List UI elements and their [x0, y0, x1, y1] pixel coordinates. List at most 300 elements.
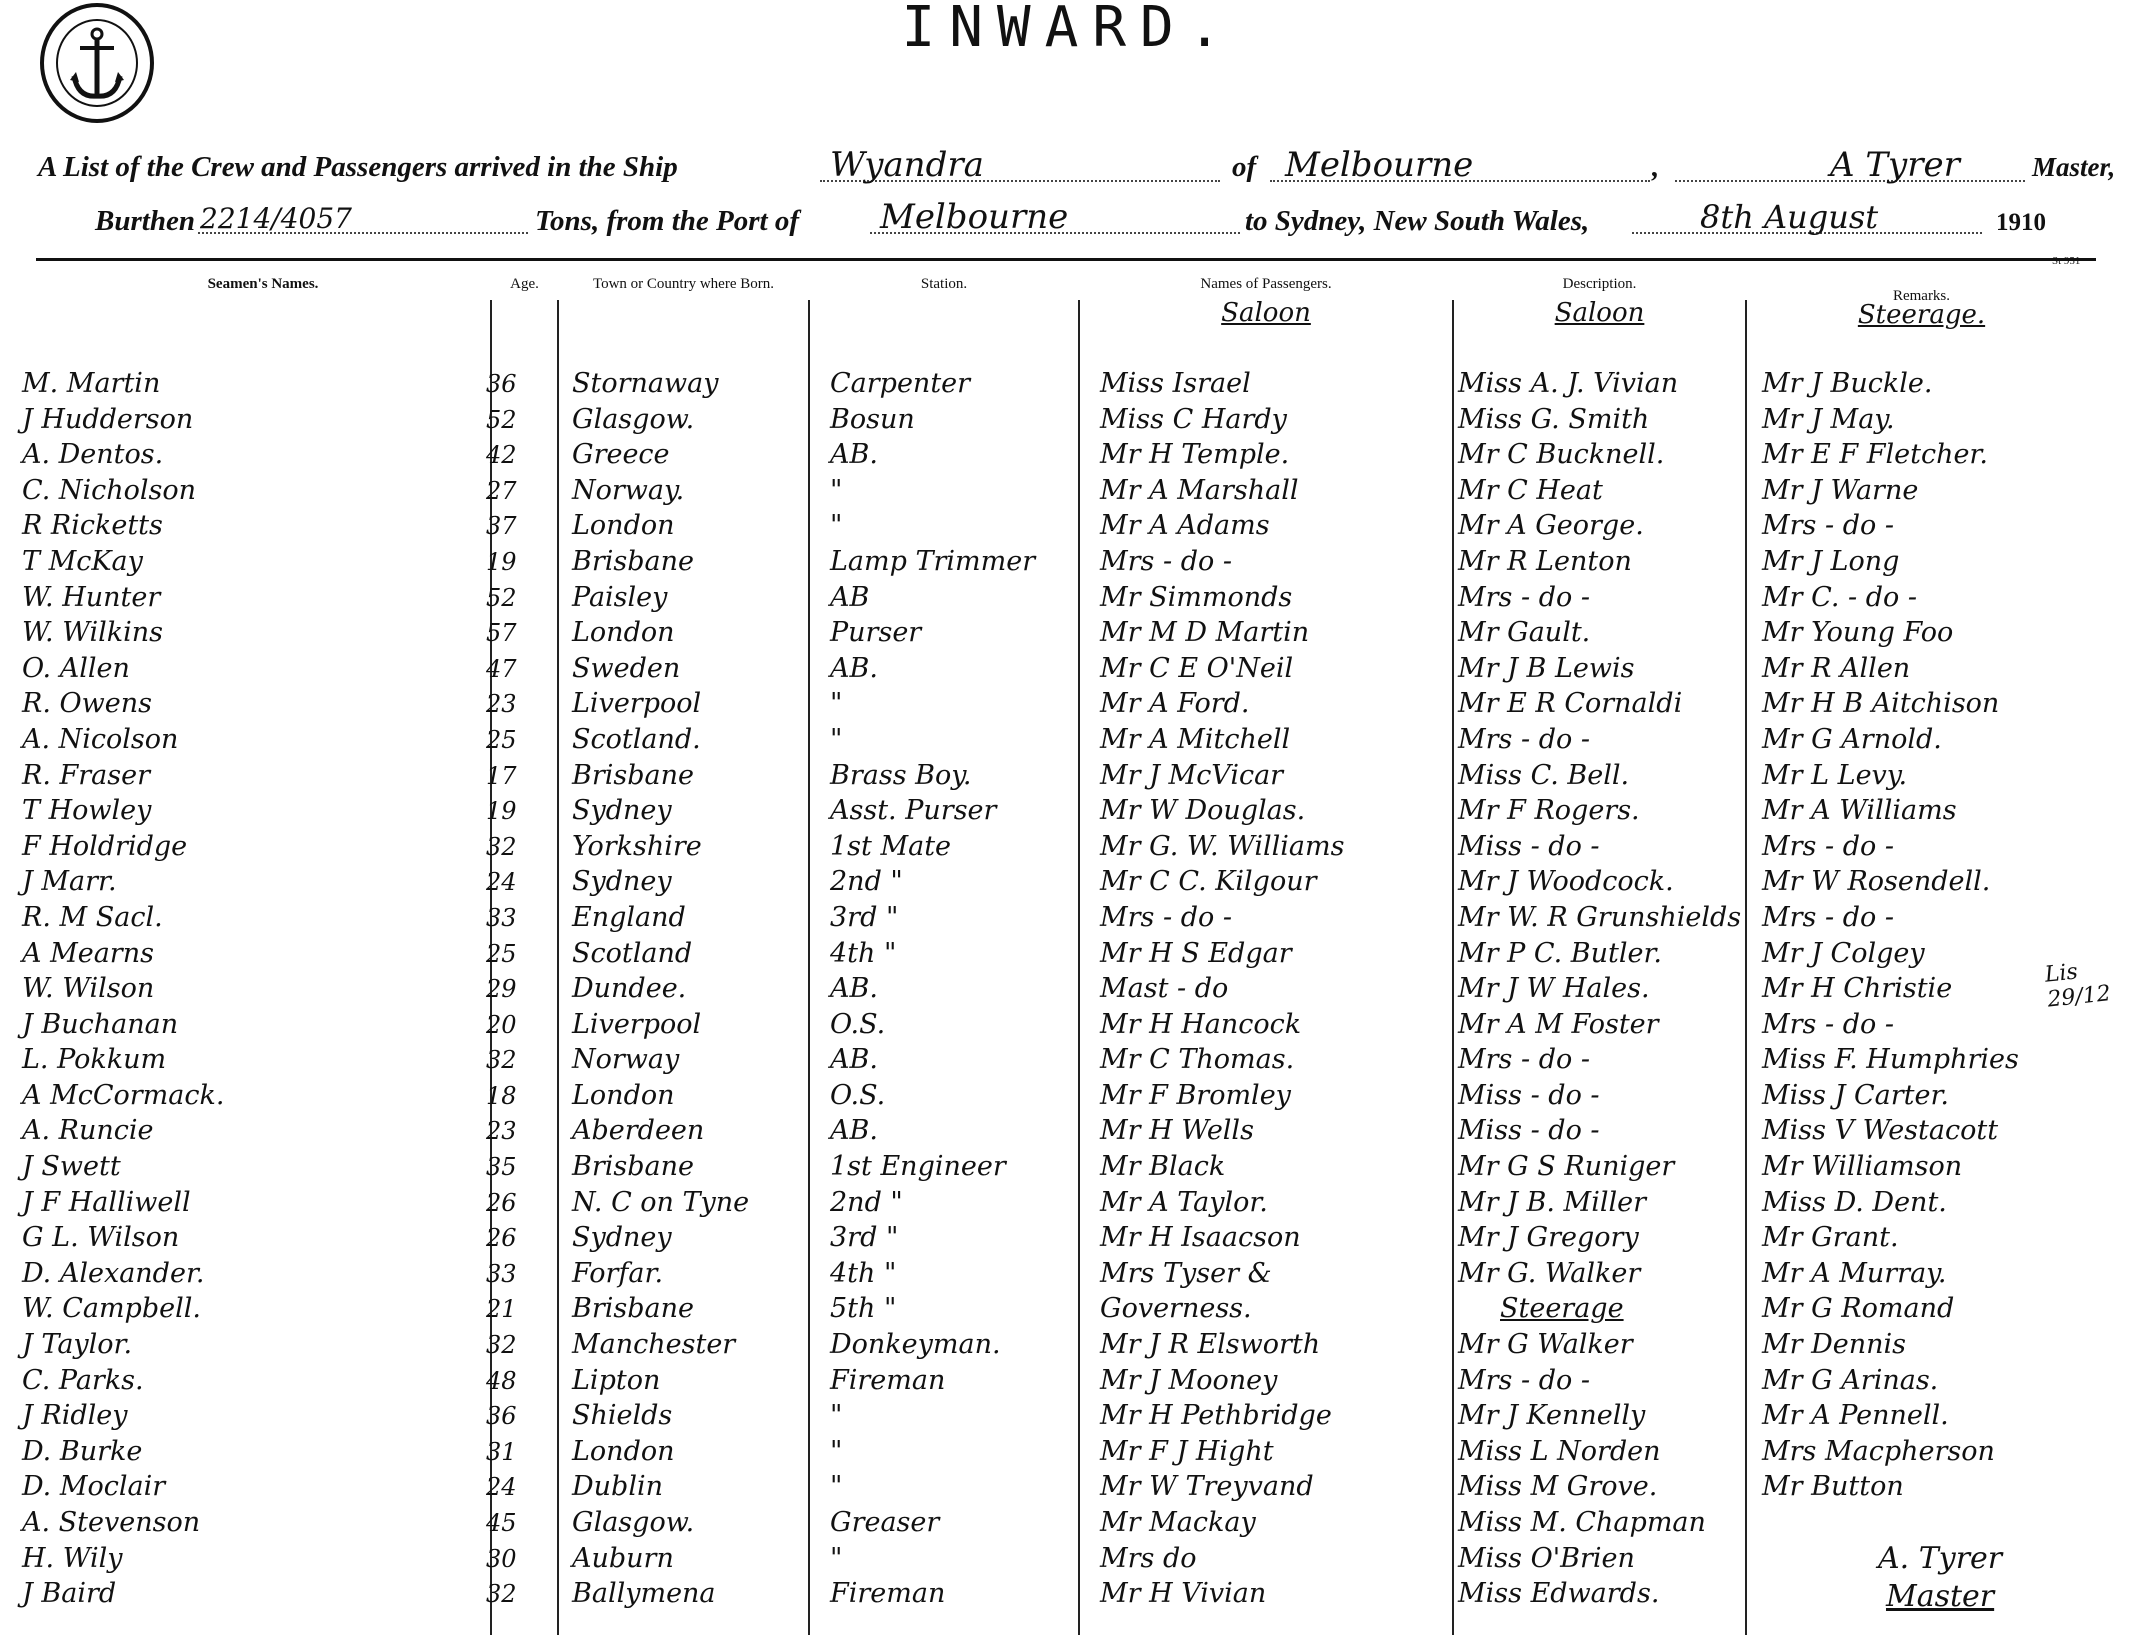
table-row — [0, 971, 2137, 1007]
passenger-description: Mr G. Walker — [1458, 1257, 1641, 1289]
seaman-birthplace: Paisley — [572, 581, 668, 613]
seaman-age: 18 — [486, 1081, 517, 1110]
steerage-remark: Miss D. Dent. — [1762, 1186, 1947, 1218]
seaman-birthplace: London — [572, 617, 675, 649]
passenger-name: Mr J Mooney — [1100, 1364, 1278, 1396]
tons-from-port-label: Tons, from the Port of — [535, 205, 799, 237]
seaman-station: O.S. — [830, 1008, 886, 1040]
seaman-age: 47 — [486, 654, 517, 683]
header-line-1 — [38, 150, 678, 184]
master-name: A Tyrer — [1830, 145, 1960, 185]
passenger-description: Mr P C. Butler. — [1458, 937, 1662, 969]
steerage-remark: Mr R Allen — [1762, 652, 1911, 684]
passenger-name: Miss Israel — [1100, 368, 1251, 399]
passenger-description: Miss M Grove. — [1458, 1471, 1658, 1503]
seaman-age: 26 — [486, 1224, 517, 1253]
seaman-age: 30 — [486, 1544, 517, 1573]
seaman-birthplace: Norway. — [572, 474, 685, 506]
seaman-name: W. Wilkins — [22, 617, 163, 649]
seaman-station: " — [830, 474, 843, 506]
passenger-name: Mr C Thomas. — [1100, 1044, 1295, 1076]
from-port: Melbourne — [880, 197, 1069, 237]
seaman-birthplace: N. C on Tyne — [572, 1186, 750, 1218]
passenger-description: Mr J B. Miller — [1458, 1186, 1646, 1218]
table-row — [0, 1469, 2137, 1505]
master-signature — [1878, 1540, 2002, 1616]
steerage-remark: Mrs - do - — [1762, 901, 1894, 933]
table-row — [0, 366, 2137, 402]
signature-name: A. Tyrer — [1878, 1541, 2003, 1576]
seaman-birthplace: Brisbane — [572, 1293, 694, 1325]
table-row — [0, 686, 2137, 722]
seaman-age: 45 — [486, 1509, 517, 1537]
seaman-age: 52 — [486, 583, 517, 612]
seaman-station: " — [830, 1471, 843, 1503]
passenger-description: Mr G Walker — [1458, 1329, 1633, 1361]
passenger-description: Mr J Woodcock. — [1458, 866, 1674, 898]
passenger-name: Mr H Isaacson — [1100, 1222, 1301, 1254]
seaman-age: 32 — [486, 832, 517, 861]
table-row — [0, 1363, 2137, 1399]
seaman-name: C. Nicholson — [22, 474, 197, 506]
passenger-description: Mr E R Cornaldi — [1458, 688, 1683, 720]
seaman-age: 24 — [486, 868, 517, 897]
table-row — [0, 1256, 2137, 1292]
seaman-age: 25 — [486, 939, 517, 968]
margin-note: Lis 29/12 — [2043, 959, 2112, 1013]
steerage-remark: Miss V Westacott — [1762, 1115, 1999, 1147]
seaman-age: 36 — [486, 370, 517, 398]
passenger-description: Miss O'Brien — [1458, 1542, 1635, 1574]
seaman-station: 1st Engineer — [830, 1151, 1006, 1183]
passenger-name: Mr H Vivian — [1100, 1578, 1267, 1610]
passenger-name: Mr Simmonds — [1100, 581, 1293, 613]
seaman-age: 48 — [486, 1366, 517, 1395]
seaman-birthplace: Ballymena — [572, 1578, 716, 1610]
seaman-name: H. Wily — [22, 1542, 123, 1574]
steerage-remark: Mr H B Aitchison — [1762, 688, 2000, 720]
seaman-name: J Hudderson — [22, 403, 194, 435]
crew-passenger-list-form: INWARD. A List of the Crew and Passengers arrived in the Ship Wyandra of Melbourne , A Tyrer Master, Burthen 2214/4057 Tons, from the Port of Melbourne to Sydney, New South Wales, 8th August 1910 St 951 Seamen's Names. Age. Town or Country where Born. Station. Names of Passengers. Description. Remarks. Saloon Saloon Steerage. M. Martin 36 Stornaway Carpenter Miss Israel Miss A. J. Vivian Mr J Buckle. J Hudderson 52 Glasgow. Bosun Miss C Hardy Miss G. Smith Mr J May. A. Dentos. 42 Greece AB. Mr H Temple. Mr C Bucknell. Mr E F Fletcher. C. Nicholson 27 Norway. " Mr A Marshall Mr C Heat Mr J Warne R Ricketts 37 London " Mr A Adams Mr A George. Mrs - do - T McKay 19 Brisbane Lamp Trimmer Mrs - do - Mr R Lenton Mr J Long W. Hunter 52 Paisley AB Mr Simmonds Mrs - do - Mr C. - do - W. Wilkins 57 London Purser Mr M D Martin Mr Gault. Mr Young Foo O. Allen 47 Sweden AB. Mr C E O'Neil Mr J B Lewis Mr R Allen R. Owens 23 Liverpool " Mr A Ford. Mr E R Cornaldi Mr H B Aitchison A. Nicolson 25 Scotland. " Mr A Mitchell Mrs - do - Mr G Arnold. R. Fraser 17 Brisbane Brass Boy. Mr J McVicar Miss C. Bell. Mr L Levy. T Howley 19 Sydney Asst. Purser Mr W Douglas. Mr F Rogers. Mr A Williams F Holdridge 32 Yorkshire 1st Mate Mr G. W. Williams Miss - do - Mrs - do - J Marr. 24 Sydney 2nd " Mr C C. Kilgour Mr J Woodcock. Mr W Rosendell. R. M Sacl. 33 England 3rd " Mrs - do - Mr W. R Grunshields Mrs - do - A Mearns 25 Scotland 4th " Mr H S Edgar Mr P C. Butler. Mr J Colgey W. Wilson 29 Dundee. AB. Mast - do Mr J W Hales. Mr H Christie J Buchanan 20 Liverpool O.S. Mr H Hancock Mr A M Foster Mrs - do - L. Pokkum 32 Norway AB. Mr C Thomas. Mrs - do - Miss F. Humphries A McCormack. 18 London O.S. Mr F Bromley Miss - do - Miss J Carter. A. Runcie 23 Aberdeen AB. Mr H Wells Miss - do - Miss V Westacott J Swett 35 Brisbane 1st Engineer Mr Black Mr G S Runiger Mr Williamson J F Halliwell 26 N. C on Tyne 2nd " Mr A Taylor. Mr J B. Miller Miss D. Dent. G L. Wilson 26 Sydney 3rd " Mr H Isaacson Mr J Gregory Mr Grant. D. Alexander. 33 Forfar. 4th " Mrs Tyser & Mr G. Walker Mr A Murray. W. Campbell. 21 Brisbane 5th " Governess. Steerage Mr G Romand J Taylor. 32 Manchester Donkeyman. Mr J R Elsworth Mr G Walker Mr Dennis C. Parks. 48 Lipton Fireman Mr J Mooney Mrs - do - Mr G Arinas. J Ridley 36 Shields " Mr H Pethbridge Mr J Kennelly Mr A Pennell. D. Burke 31 London " Mr F J Hight Miss L Norden Mrs Macpherson D. Moclair 24 Dublin " Mr W Treyvand Miss M Grove. Mr Button A. Stevenson 45 Glasgow. Greaser Mr Mackay Miss M. Chapman H. Wily 30 Auburn " Mrs do Miss O'Brien J Baird 32 Ballymena Fireman Mr H Vivian Miss Edwards. Lis 29/12 A. Tyrer Master — [0, 0, 2137, 1645]
table-row — [0, 402, 2137, 438]
seaman-age: 32 — [486, 1580, 517, 1609]
seaman-station: 4th " — [830, 1257, 897, 1289]
seaman-age: 33 — [486, 903, 517, 932]
seaman-age: 19 — [486, 547, 517, 576]
passenger-description: Mr G S Runiger — [1458, 1151, 1675, 1183]
seaman-age: 27 — [486, 476, 517, 505]
seaman-birthplace: Stornaway — [572, 368, 719, 399]
to-sydney-label: to Sydney, New South Wales, — [1245, 205, 1590, 237]
passenger-description: Mr J Kennelly — [1458, 1400, 1646, 1432]
passenger-name: Mr G. W. Williams — [1100, 830, 1345, 862]
table-row — [0, 793, 2137, 829]
seaman-birthplace: Forfar. — [572, 1257, 664, 1289]
of-label: of — [1232, 151, 1257, 183]
seaman-age: 37 — [486, 512, 517, 541]
passenger-name: Mrs do — [1100, 1542, 1197, 1574]
passenger-description: Mrs - do - — [1458, 581, 1590, 613]
seaman-age: 31 — [486, 1437, 517, 1466]
seaman-station: AB. — [830, 1115, 878, 1147]
seaman-birthplace: London — [572, 1079, 675, 1111]
seaman-age: 24 — [486, 1473, 517, 1502]
steerage-remark: Mrs - do - — [1762, 1008, 1894, 1040]
seaman-birthplace: Sydney — [572, 1222, 672, 1254]
seaman-age: 23 — [486, 690, 517, 719]
column-header-station: Station. — [920, 276, 968, 292]
seaman-name: D. Alexander. — [22, 1257, 205, 1289]
passenger-name: Mr M D Martin — [1100, 617, 1310, 649]
seaman-name: A Mearns — [22, 937, 154, 969]
seaman-name: J Ridley — [22, 1400, 128, 1432]
column-header-description: Description. — [1562, 276, 1637, 292]
steerage-remark: Mr E F Fletcher. — [1762, 439, 1988, 471]
passenger-name: Mr A Marshall — [1100, 474, 1299, 506]
seaman-station: Lamp Trimmer — [830, 545, 1036, 577]
passengers-class-saloon: Saloon — [1221, 298, 1311, 328]
steerage-remark: Mr J Buckle. — [1762, 368, 1933, 399]
steerage-remark: Mr J May. — [1762, 403, 1895, 435]
seaman-birthplace: Aberdeen — [572, 1115, 705, 1147]
passenger-description: Miss - do - — [1458, 830, 1600, 862]
seaman-name: J Taylor. — [22, 1329, 133, 1361]
seaman-station: AB. — [830, 652, 878, 684]
passenger-description: Mr R Lenton — [1458, 545, 1632, 577]
seaman-birthplace: Manchester — [572, 1329, 736, 1361]
port-of-registry: Melbourne — [1285, 145, 1474, 185]
passenger-name: Miss C Hardy — [1100, 403, 1287, 435]
seaman-birthplace: Glasgow. — [572, 1507, 695, 1538]
passenger-name: Mrs - do - — [1100, 545, 1232, 577]
seaman-name: J Buchanan — [22, 1008, 179, 1040]
steerage-remark: Mr L Levy. — [1762, 759, 1908, 791]
seaman-name: R. Owens — [22, 688, 152, 720]
table-row — [0, 508, 2137, 544]
column-header-seamen: Seamen's Names. — [207, 276, 319, 292]
steerage-remark: Miss J Carter. — [1762, 1079, 1949, 1111]
passenger-description: Mr J B Lewis — [1458, 652, 1635, 684]
seaman-station: AB. — [830, 973, 878, 1005]
seaman-station: 3rd " — [830, 901, 899, 933]
passenger-description: Miss Edwards. — [1458, 1578, 1660, 1610]
header-list-prefix: A List of the Crew and Passengers arrived in the Ship — [38, 151, 678, 183]
table-row — [0, 580, 2137, 616]
steerage-remark: Mr J Colgey — [1762, 937, 1925, 969]
passenger-description: Mr F Rogers. — [1458, 795, 1640, 827]
passenger-name: Mr F J Hight — [1100, 1435, 1274, 1467]
seaman-name: A. Nicolson — [22, 723, 179, 755]
seaman-birthplace: Sweden — [572, 652, 681, 684]
passenger-name: Mrs Tyser & — [1100, 1257, 1272, 1289]
steerage-remark: Mr G Arnold. — [1762, 723, 1942, 755]
passenger-name: Mr Mackay — [1100, 1507, 1256, 1538]
table-row — [0, 1078, 2137, 1114]
passenger-name: Mr H Temple. — [1100, 439, 1290, 471]
passenger-description: Miss - do - — [1458, 1079, 1600, 1111]
seaman-age: 57 — [486, 619, 517, 648]
seaman-age: 33 — [486, 1259, 517, 1288]
column-header-age: Age. — [510, 276, 539, 292]
steerage-remark: Mr A Murray. — [1762, 1257, 1947, 1289]
crew-passenger-table — [0, 366, 2137, 1612]
steerage-remark: Mrs - do - — [1762, 510, 1894, 542]
table-row — [0, 1576, 2137, 1612]
seaman-birthplace: Sydney — [572, 795, 672, 827]
seaman-age: 35 — [486, 1153, 517, 1182]
steerage-remark: Mr Button — [1762, 1471, 1904, 1503]
seaman-name: A. Runcie — [22, 1115, 154, 1147]
remarks-class-steerage: Steerage. — [1857, 300, 1986, 330]
steerage-remark: Mr W Rosendell. — [1762, 866, 1991, 898]
seaman-station: Asst. Purser — [830, 795, 997, 827]
seaman-station: Purser — [830, 617, 922, 649]
seaman-age: 29 — [486, 975, 517, 1004]
seaman-station: " — [830, 1400, 843, 1432]
seaman-name: T McKay — [22, 545, 143, 577]
seaman-name: R. Fraser — [22, 759, 150, 791]
seaman-birthplace: Brisbane — [572, 759, 694, 791]
seaman-age: 23 — [486, 1117, 517, 1146]
passenger-description: Mr J W Hales. — [1458, 973, 1650, 1005]
seaman-birthplace: Yorkshire — [572, 830, 702, 862]
seaman-birthplace: Shields — [572, 1400, 673, 1432]
seaman-name: O. Allen — [22, 652, 130, 684]
seaman-station: Bosun — [830, 403, 915, 435]
passenger-name: Mr J McVicar — [1100, 759, 1284, 791]
passenger-name: Mast - do — [1100, 973, 1229, 1005]
seaman-station: " — [830, 510, 843, 542]
seaman-age: 36 — [486, 1402, 517, 1431]
seaman-name: R. M Sacl. — [22, 901, 163, 933]
passenger-name: Mrs - do - — [1100, 901, 1232, 933]
seaman-station: AB. — [830, 439, 878, 471]
master-label: Master, — [2032, 152, 2116, 182]
passenger-description: Miss A. J. Vivian — [1458, 368, 1679, 399]
seaman-station: AB — [830, 581, 870, 613]
passenger-name: Mr H Hancock — [1100, 1008, 1302, 1040]
seaman-age: 32 — [486, 1046, 517, 1075]
seaman-station: 3rd " — [830, 1222, 899, 1254]
table-row — [0, 1505, 2137, 1541]
seaman-name: M. Martin — [22, 368, 161, 399]
table-row — [0, 1398, 2137, 1434]
table-row — [0, 1434, 2137, 1470]
passenger-description: Mrs - do - — [1458, 723, 1590, 755]
passenger-name: Mr C E O'Neil — [1100, 652, 1294, 684]
steerage-remark: Mr H Christie — [1762, 973, 1953, 1005]
passenger-name: Mr Black — [1100, 1151, 1226, 1183]
seaman-birthplace: Sydney — [572, 866, 672, 898]
table-row — [0, 864, 2137, 900]
passenger-name: Governess. — [1100, 1293, 1252, 1325]
seaman-name: A. Stevenson — [22, 1507, 201, 1538]
passenger-name: Mr H Wells — [1100, 1115, 1254, 1147]
passenger-description: Mr C Bucknell. — [1458, 439, 1665, 471]
passenger-name: Mr F Bromley — [1100, 1079, 1291, 1111]
table-row — [0, 615, 2137, 651]
seaman-name: L. Pokkum — [22, 1044, 167, 1076]
passenger-description: Mr J Gregory — [1458, 1222, 1639, 1254]
passenger-description: Mrs - do - — [1458, 1364, 1590, 1396]
seaman-name: A. Dentos. — [22, 439, 164, 471]
seaman-name: J Marr. — [22, 866, 117, 898]
form-number: St 951 — [2052, 255, 2081, 267]
seaman-station: Greaser — [830, 1507, 940, 1538]
seaman-birthplace: Liverpool — [572, 1008, 702, 1040]
seaman-birthplace: Glasgow. — [572, 403, 695, 435]
steerage-remark: Mr A Williams — [1762, 795, 1957, 827]
seaman-name: W. Campbell. — [22, 1293, 201, 1325]
table-row — [0, 1042, 2137, 1078]
seaman-birthplace: Liverpool — [572, 688, 702, 720]
seaman-birthplace: Dublin — [572, 1471, 663, 1503]
passenger-description: Mr C Heat — [1458, 474, 1603, 506]
seaman-age: 17 — [486, 761, 517, 790]
seaman-birthplace: Greece — [572, 439, 670, 471]
table-row — [0, 473, 2137, 509]
steerage-remark: Mrs - do - — [1762, 830, 1894, 862]
steerage-remark: Mr G Romand — [1762, 1293, 1955, 1325]
passenger-description: Mr A George. — [1458, 510, 1644, 542]
steerage-remark: Mr C. - do - — [1762, 581, 1917, 613]
passenger-description: Miss - do - — [1458, 1115, 1600, 1147]
seaman-name: J F Halliwell — [22, 1186, 191, 1218]
passenger-description: Mr Gault. — [1458, 617, 1591, 649]
passenger-description: Steerage — [1500, 1293, 1624, 1325]
passenger-description: Mr A M Foster — [1458, 1008, 1659, 1040]
table-row — [0, 722, 2137, 758]
form-title: INWARD. — [901, 0, 1236, 60]
steerage-remark: Mr A Pennell. — [1762, 1400, 1949, 1432]
passenger-name: Mr A Adams — [1100, 510, 1270, 542]
seaman-age: 20 — [486, 1010, 517, 1039]
passenger-description: Miss L Norden — [1458, 1435, 1661, 1467]
seaman-name: T Howley — [22, 795, 152, 827]
table-row — [0, 1291, 2137, 1327]
seaman-birthplace: Lipton — [572, 1364, 661, 1396]
ship-name: Wyandra — [830, 145, 984, 185]
table-row — [0, 544, 2137, 580]
burthen-value: 2214/4057 — [200, 202, 352, 235]
seaman-station: 4th " — [830, 937, 897, 969]
seaman-birthplace: Norway — [572, 1044, 680, 1076]
steerage-remark: Mr Young Foo — [1762, 617, 1954, 649]
burthen-label: Burthen — [95, 205, 195, 237]
column-header-remarks: Remarks. — [1892, 288, 1951, 304]
seaman-station: Brass Boy. — [830, 759, 972, 791]
table-top-rule — [36, 258, 2096, 261]
passenger-name: Mr W Treyvand — [1100, 1471, 1314, 1503]
seaman-age: 52 — [486, 405, 517, 434]
seaman-birthplace: Brisbane — [572, 1151, 694, 1183]
seaman-station: " — [830, 688, 843, 720]
signature-title: Master — [1885, 1579, 1995, 1614]
seaman-station: 1st Mate — [830, 830, 952, 862]
arrival-year: 1910 — [1996, 209, 2046, 236]
passenger-name: Mr A Ford. — [1100, 688, 1250, 720]
table-row — [0, 1541, 2137, 1577]
passenger-name: Mr H Pethbridge — [1100, 1400, 1332, 1432]
arrival-date: 8th August — [1700, 198, 1879, 236]
table-row — [0, 437, 2137, 473]
table-row — [0, 1149, 2137, 1185]
seaman-birthplace: London — [572, 510, 675, 542]
seaman-name: W. Hunter — [22, 581, 161, 613]
passenger-name: Mr C C. Kilgour — [1100, 866, 1317, 898]
steerage-remark: Mr Grant. — [1762, 1222, 1899, 1254]
seaman-birthplace: Scotland. — [572, 723, 701, 755]
passenger-name: Mr A Mitchell — [1100, 723, 1291, 755]
steerage-remark: Mr Williamson — [1762, 1151, 1963, 1183]
steerage-remark: Mr Dennis — [1762, 1329, 1907, 1361]
seaman-name: J Baird — [22, 1578, 117, 1610]
seaman-station: Carpenter — [830, 368, 971, 399]
passenger-name: Mr H S Edgar — [1100, 937, 1292, 969]
steerage-remark: Mr G Arinas. — [1762, 1364, 1939, 1396]
seaman-name: R Ricketts — [22, 510, 163, 542]
description-class-saloon: Saloon — [1554, 298, 1645, 328]
passenger-description: Miss G. Smith — [1458, 403, 1650, 435]
column-header-born: Town or Country where Born. — [592, 276, 774, 292]
passenger-description: Miss M. Chapman — [1458, 1507, 1706, 1538]
passenger-name: Mr J R Elsworth — [1100, 1329, 1321, 1361]
seaman-station: Fireman — [830, 1578, 946, 1610]
seaman-name: D. Burke — [22, 1435, 143, 1467]
table-row — [0, 1113, 2137, 1149]
seaman-station: " — [830, 1435, 843, 1467]
seaman-station: " — [830, 723, 843, 755]
table-row — [0, 758, 2137, 794]
passenger-name: Mr W Douglas. — [1100, 795, 1306, 827]
seaman-birthplace: London — [572, 1435, 675, 1467]
seaman-station: Fireman — [830, 1364, 946, 1396]
seaman-birthplace: Auburn — [572, 1542, 674, 1574]
seaman-name: F Holdridge — [22, 830, 188, 862]
steerage-remark: Miss F. Humphries — [1762, 1044, 2019, 1076]
seaman-name: G L. Wilson — [22, 1222, 180, 1254]
table-row — [0, 651, 2137, 687]
column-header-passengers: Names of Passengers. — [1200, 276, 1332, 292]
seaman-name: D. Moclair — [22, 1471, 166, 1503]
passenger-description: Mrs - do - — [1458, 1044, 1590, 1076]
table-row — [0, 900, 2137, 936]
seaman-station: Donkeyman. — [830, 1329, 1001, 1361]
seaman-age: 21 — [486, 1295, 517, 1324]
seaman-age: 19 — [486, 797, 517, 826]
table-row — [0, 829, 2137, 865]
seaman-birthplace: Dundee. — [572, 973, 687, 1005]
seaman-name: W. Wilson — [22, 973, 155, 1005]
seaman-station: " — [830, 1542, 843, 1574]
table-row — [0, 1185, 2137, 1221]
passenger-description: Miss C. Bell. — [1458, 759, 1630, 791]
table-row — [0, 1327, 2137, 1363]
seaman-birthplace: England — [572, 901, 686, 933]
seaman-station: 2nd " — [830, 866, 903, 898]
table-row — [0, 1007, 2137, 1043]
seaman-age: 25 — [486, 725, 517, 754]
passenger-description: Mr W. R Grunshields — [1458, 901, 1742, 933]
seaman-station: O.S. — [830, 1079, 886, 1111]
seaman-age: 42 — [486, 441, 517, 470]
seaman-age: 26 — [486, 1188, 517, 1217]
table-row — [0, 936, 2137, 972]
seaman-birthplace: Scotland — [572, 937, 693, 969]
seaman-age: 32 — [486, 1331, 517, 1360]
steerage-remark: Mr J Long — [1762, 545, 1900, 577]
seaman-birthplace: Brisbane — [572, 545, 694, 577]
